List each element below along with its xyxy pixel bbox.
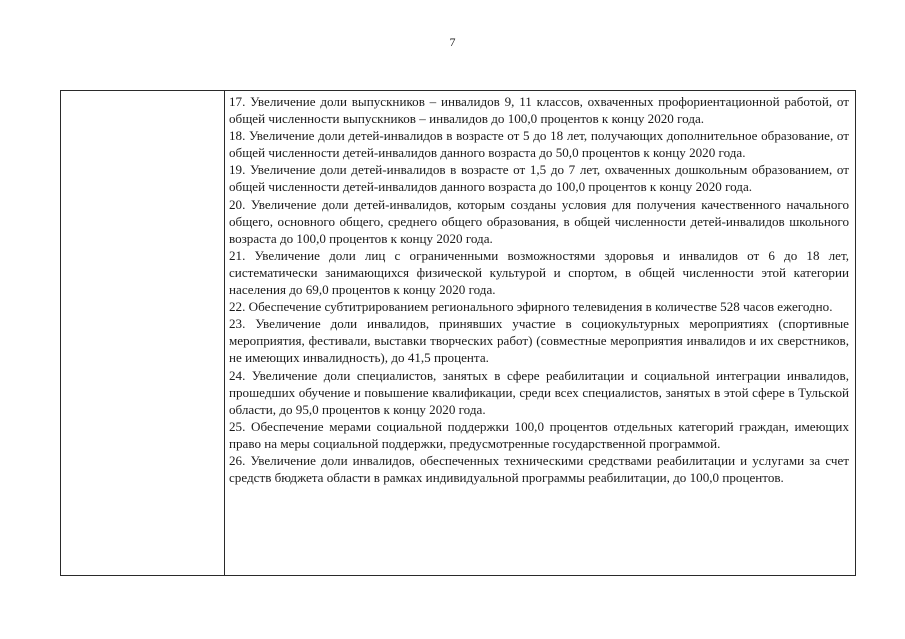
indicators-cell [229, 93, 849, 486]
indicator-item: 20. Увеличение доли детей-инвалидов, которым созданы условия для получения качественного начального общего, основного общего, среднего общего образования, в общей численности детей-инвалидов школьного возраста до 100,0 процентов к концу 2020 года. [229, 196, 849, 246]
page-number: 7 [449, 35, 456, 49]
indicator-item: 17. Увеличение доли выпускников – инвалидов 9, 11 классов, охваченных профориентационной работой, от общей численности выпускников – инвалидов до 100,0 процентов к концу 2020 года. [229, 94, 849, 127]
indicator-item: 24. Увеличение доли специалистов, занятых в сфере реабилитации и социальной интеграции инвалидов, прошедших обучение и повышение квалификации, среди всех специалистов, занятых в этой сфере в Тульской области, до 95,0 процентов к концу 2020 года. [229, 367, 849, 417]
column-divider [224, 91, 225, 575]
indicators-table [60, 90, 856, 576]
indicator-item: 22. Обеспечение субтитрированием регионального эфирного телевидения в количестве 528 часов ежегодно. [229, 299, 833, 315]
indicator-item: 25. Обеспечение мерами социальной поддержки 100,0 процентов отдельных категорий граждан, имеющих право на меры социальной поддержки, предусмотренные государственной программой. [229, 418, 849, 451]
indicator-item: 26. Увеличение доли инвалидов, обеспеченных техническими средствами реабилитации и услугами за счет средств бюджета области в рамках индивидуальной программы реабилитации, до 100,0 процентов. [229, 452, 849, 486]
indicator-item: 19. Увеличение доли детей-инвалидов в возрасте от 1,5 до 7 лет, охваченных дошкольным образованием, от общей численности детей-инвалидов данного возраста до 100,0 процентов к концу 2020 года. [229, 162, 849, 195]
indicator-item: 21. Увеличение доли лиц с ограниченными возможностями здоровья и инвалидов от 6 до 18 лет, систематически занимающихся физической культурой и спортом, в общей численности этой категории населения до 69,0 процентов к концу 2020 года. [229, 247, 849, 298]
indicator-item: 23. Увеличение доли инвалидов, принявших участие в социокультурных мероприятиях (спортивные мероприятия, фестивали, выставки творческих работ) (совместные мероприятия инвалидов и их сверстников, не имеющих инвалидность), до 41,5 процента. [229, 316, 849, 366]
indicator-item: 18. Увеличение доли детей-инвалидов в возрасте от 5 до 18 лет, получающих дополнительное образование, от общей численности детей-инвалидов данного возраста до 50,0 процентов к концу 2020 года. [229, 128, 849, 161]
